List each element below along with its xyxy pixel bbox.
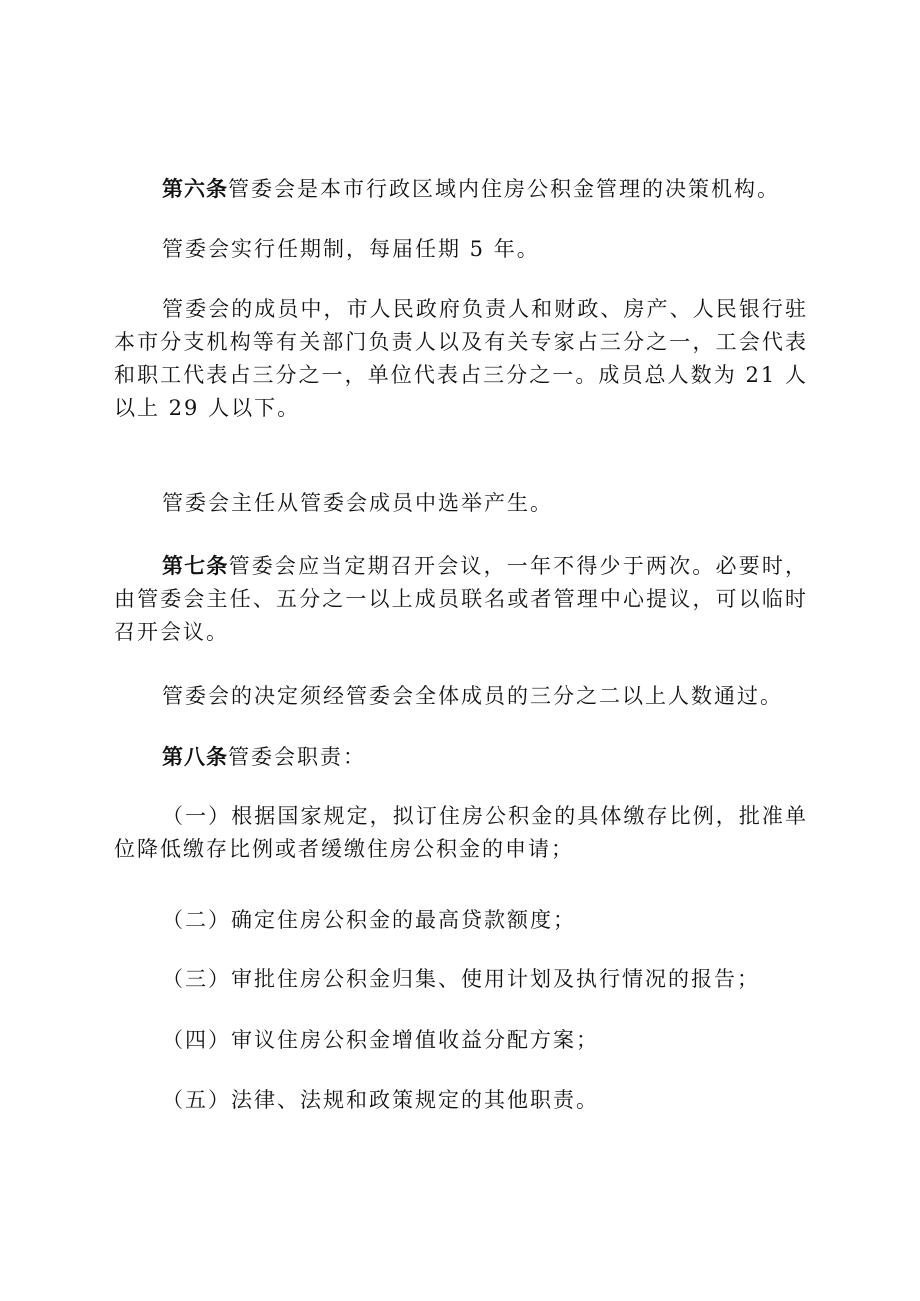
- article-6-paragraph: [114, 172, 808, 206]
- paragraph-text: 管委会应当定期召开会议，一年不得少于两次。必要时，由管委会主任、五分之一以上成员联名或者管理中心提议，可以临时召开会议。: [114, 554, 809, 644]
- paragraph-text: （二）确定住房公积金的最高贷款额度；: [162, 908, 576, 932]
- paragraph-text: 管委会的决定须经管委会全体成员的三分之二以上人数通过。: [162, 684, 783, 708]
- duty-item-1: [114, 800, 808, 866]
- paragraph-text: （一）根据国家规定，拟订住房公积金的具体缴存比例，批准单位降低缴存比例或者缓缴住房公积金的申请；: [114, 804, 808, 861]
- term-paragraph: [114, 233, 808, 266]
- paragraph-text: （四）审议住房公积金增值收益分配方案；: [162, 1028, 599, 1052]
- paragraph-text: 管委会的成员中，市人民政府负责人和财政、房产、人民银行驻本市分支机构等有关部门负责人以及有关专家占三分之一，工会代表和职工代表占三分之一，单位代表占三分之一。成员总人数为 21 人以上 29 人以下。: [114, 297, 808, 420]
- duty-item-4: [114, 1024, 808, 1057]
- paragraph-text: 管委会主任从管委会成员中选举产生。: [162, 491, 553, 515]
- composition-paragraph: [114, 293, 808, 425]
- duty-item-2: [114, 904, 808, 937]
- duty-item-5: [114, 1084, 808, 1117]
- article-heading: 第七条: [162, 553, 229, 578]
- article-heading: 第八条: [162, 744, 228, 769]
- paragraph-text: （三）审批住房公积金归集、使用计划及执行情况的报告；: [162, 967, 760, 991]
- article-8-paragraph: [114, 740, 808, 774]
- paragraph-text: （五）法律、法规和政策规定的其他职责。: [162, 1088, 599, 1112]
- paragraph-text: 管委会职责：: [228, 745, 366, 769]
- paragraph-text: 管委会实行任期制，每届任期 5 年。: [162, 237, 540, 261]
- article-heading: 第六条: [162, 176, 228, 201]
- chairman-paragraph: [114, 487, 808, 520]
- article-7-paragraph: [114, 549, 808, 649]
- decision-paragraph: [114, 680, 808, 713]
- paragraph-text: 管委会是本市行政区域内住房公积金管理的决策机构。: [228, 177, 780, 201]
- duty-item-3: [114, 963, 808, 996]
